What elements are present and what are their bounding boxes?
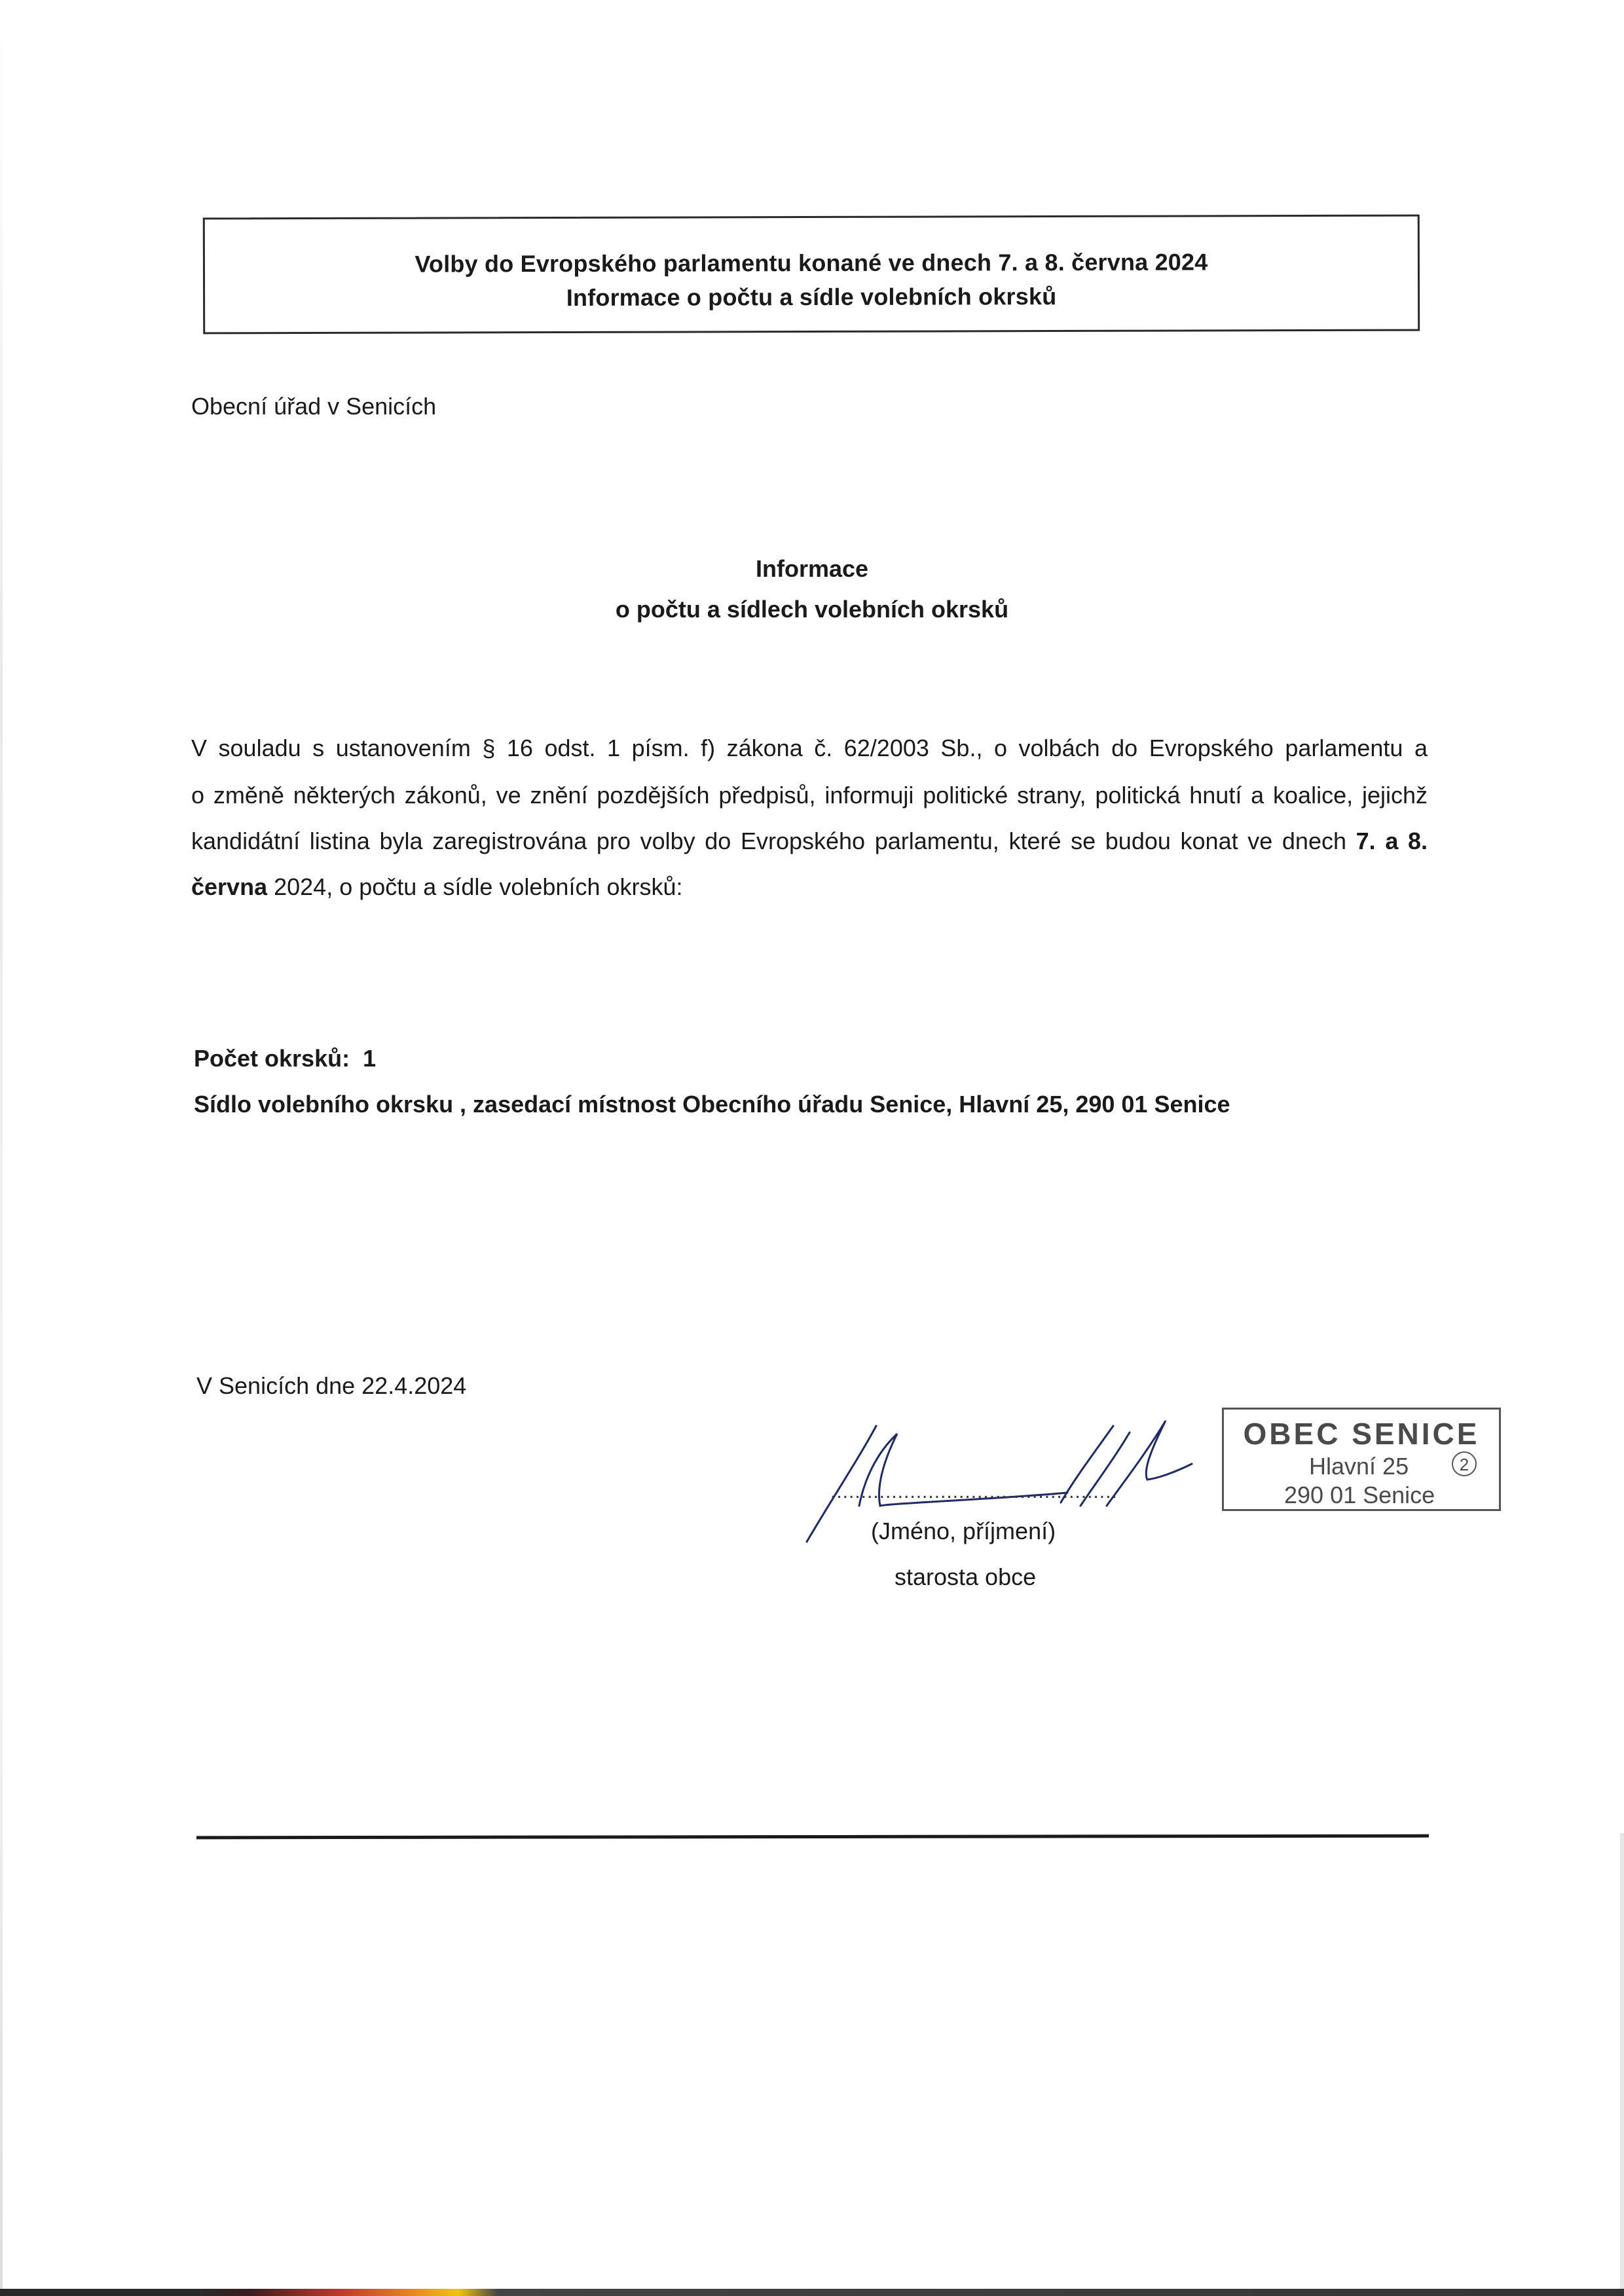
scan-artifact-bar bbox=[0, 2289, 1624, 2296]
office-name: Obecní úřad v Senicích bbox=[191, 393, 437, 420]
scan-edge-right bbox=[1620, 1833, 1624, 2296]
header-box bbox=[203, 215, 1420, 335]
district-count bbox=[194, 1045, 376, 1072]
header-subtitle: Informace o počtu a sídle volebních okrsků bbox=[566, 283, 1057, 311]
header-title: Volby do Evropského parlamentu konané ve dnech 7. a 8. června 2024 bbox=[415, 248, 1208, 278]
signature-role: starosta obce bbox=[895, 1563, 1037, 1590]
scan-edge-left bbox=[0, 0, 3, 2296]
paragraph-line-3-text: kandidátní listina byla zaregistrována pro volby do Evropského parlamentu, které se budou konat ve dnech bbox=[191, 828, 1346, 854]
district-count-label: Počet okrsků: bbox=[194, 1045, 350, 1072]
document-title: Informace bbox=[755, 555, 869, 582]
official-stamp bbox=[1222, 1408, 1501, 1511]
stamp-municipality: OBEC SENICE bbox=[1243, 1417, 1480, 1451]
stamp-number-circle: 2 bbox=[1452, 1451, 1477, 1476]
district-count-value: 1 bbox=[363, 1045, 377, 1072]
paragraph-line-3-bold: 7. a 8. bbox=[1356, 828, 1428, 854]
paragraph-line-3 bbox=[191, 828, 1428, 855]
stamp-postcode: 290 01 Senice bbox=[1284, 1482, 1435, 1508]
signature-line: ............................................... bbox=[830, 1481, 1118, 1503]
district-seat: Sídlo volebního okrsku , zasedací místnost Obecního úřadu Senice, Hlavní 25, 290 01 Senice bbox=[194, 1091, 1230, 1118]
paragraph-line-4-bold: června bbox=[191, 873, 268, 900]
footer-divider bbox=[196, 1834, 1429, 1840]
paragraph-line-4-text: 2024, o počtu a sídle volebních okrsků: bbox=[274, 873, 683, 900]
paragraph-line-4 bbox=[191, 873, 683, 901]
date-line: V Senicích dne 22.4.2024 bbox=[196, 1372, 467, 1399]
document-subtitle: o počtu a sídlech volebních okrsků bbox=[615, 596, 1009, 623]
signature-name-label: (Jméno, příjmení) bbox=[871, 1518, 1056, 1544]
paragraph-line-2: o změně některých zákonů, ve znění pozdějších předpisů, informuji politické strany, politická hnutí a koalice, jejichž bbox=[191, 782, 1428, 809]
paragraph-line-1: V souladu s ustanovením § 16 odst. 1 písm. f) zákona č. 62/2003 Sb., o volbách do Evropského parlamentu a bbox=[191, 735, 1428, 761]
stamp-street: Hlavní 25 bbox=[1309, 1453, 1409, 1480]
